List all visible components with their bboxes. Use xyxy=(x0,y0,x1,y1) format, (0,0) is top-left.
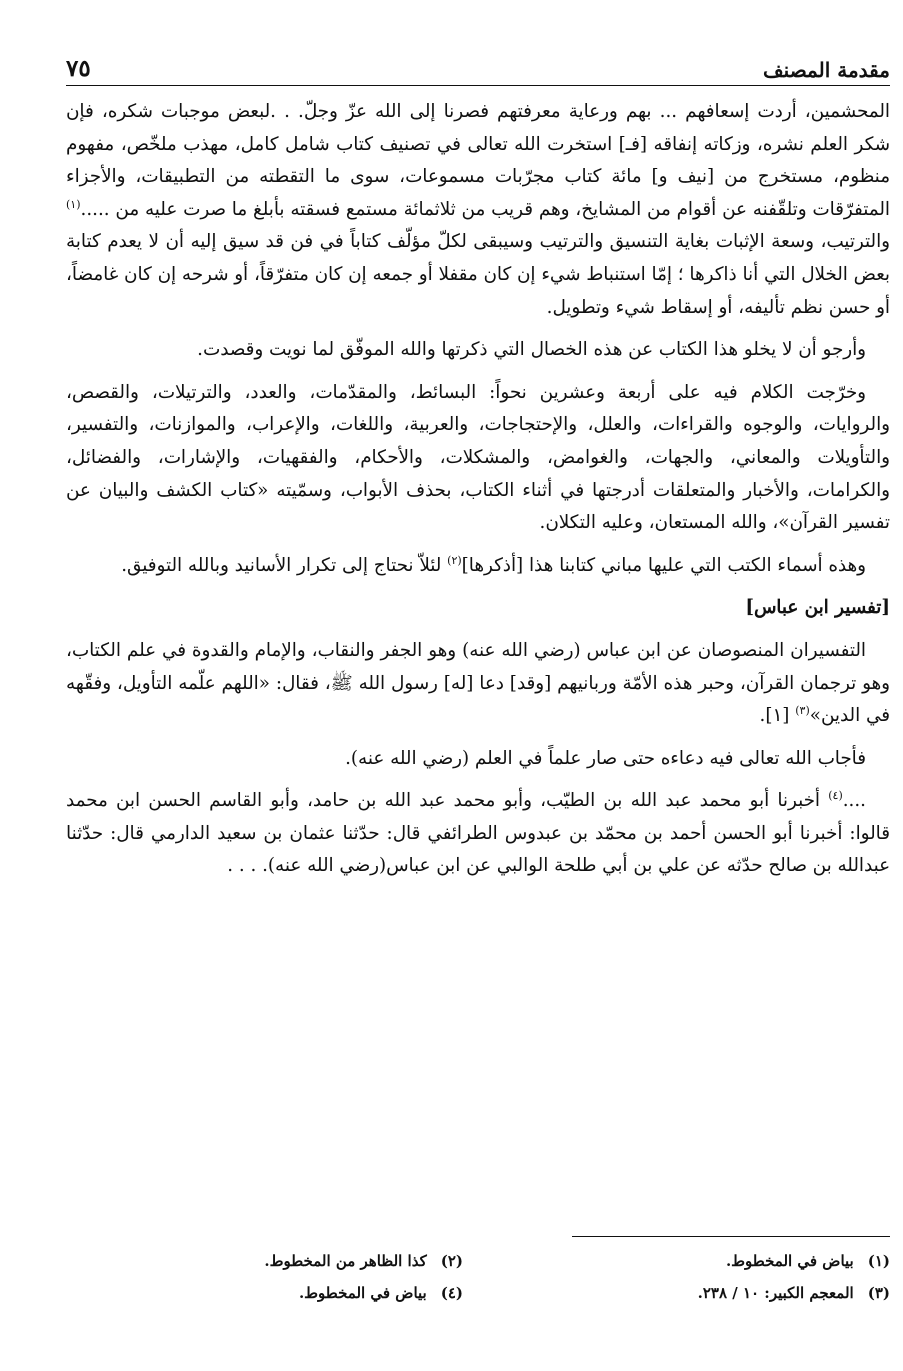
footnote xyxy=(493,1250,890,1272)
paragraph-text: وأرجو أن لا يخلو هذا الكتاب عن هذه الخصال التي ذكرتها والله الموفّق لما نويت وقصدت. xyxy=(197,339,866,361)
footnote-text: بياض في المخطوط. xyxy=(298,1284,427,1302)
paragraph xyxy=(66,743,890,776)
paragraph xyxy=(66,96,890,324)
book-page xyxy=(66,50,890,1340)
footnote-ref: (٢) xyxy=(447,553,462,567)
paragraph xyxy=(66,785,890,883)
paragraph-text: فأجاب الله تعالى فيه دعاءه حتى صار علماً في العلم (رضي الله عنه). xyxy=(345,747,866,769)
footnote xyxy=(66,1250,463,1272)
footnote-text: المعجم الكبير: ١٠ / ٢٣٨. xyxy=(697,1284,854,1302)
paragraph-text: التفسيران المنصوصان عن ابن عباس (رضي الله عنه) وهو الجفر والنقاب، والإمام والقدوة في علم الكتاب، وهو ترجمان القرآن، وحبر هذه الأمّة وربانيهم [وقد] دعا [له] رسول الله ﷺ، فقال: «اللهم علّمه التأويل، وفقّهه في الدين» xyxy=(66,639,890,727)
footnote-text: كذا الظاهر من المخطوط. xyxy=(264,1252,427,1270)
paragraph xyxy=(66,377,890,540)
footnote-text: بياض في المخطوط. xyxy=(725,1252,854,1270)
page-header xyxy=(66,50,890,86)
footnote-number: (٤) xyxy=(440,1284,463,1302)
footnote-separator xyxy=(572,1236,890,1237)
footnote-ref: (٣) xyxy=(795,704,810,717)
footnote xyxy=(493,1282,890,1304)
paragraph-text: وهذه أسماء الكتب التي عليها مباني كتابنا هذا [أذكرها] xyxy=(461,554,866,576)
footnotes xyxy=(66,1250,890,1304)
footnote-number: (١) xyxy=(867,1252,890,1270)
paragraph xyxy=(66,334,890,367)
paragraph-text: [١]. xyxy=(759,705,796,727)
running-title: مقدمة المصنف xyxy=(762,58,890,82)
paragraph-text: أخبرنا أبو محمد عبد الله بن الطيّب، وأبو محمد عبد الله بن حامد، وأبو القاسم الحسن ابن محمد قالوا: أخبرنا أبو الحسن أحمد بن محمّد بن عبدوس الطرائفي قال: حدّثنا عثمان بن سعيد الدارمي قال: حدّثنا عبدالله بن صالح حدّثه عن علي بن أبي طلحة الوالبي عن ابن عباس(رضي الله عنه). . . . xyxy=(66,790,890,877)
footnote-ref: (٤) xyxy=(828,789,843,803)
footnote-number: (٢) xyxy=(440,1252,463,1270)
paragraph xyxy=(66,550,890,583)
footnote-number: (٣) xyxy=(867,1284,890,1302)
footnote-ref: (١) xyxy=(66,197,81,211)
body-text xyxy=(66,96,890,883)
paragraph-text: والترتيب، وسعة الإثبات بغاية التنسيق والترتيب وسيبقى لكلّ مؤلّف كتاباً في فن قد سيق إليه أن لا يعدم كتابة بعض الخلال التي أنا ذاكرها ؛ إمّا استنباط شيء إن كان مقفلا أو جمعه إن كان متفرّقاً، أو شرحه إن كان غامضاً، أو حسن نظم تأليفه، أو إسقاط شيء وتطويل. xyxy=(66,231,890,318)
section-heading: [تفسير ابن عباس] xyxy=(745,597,890,619)
paragraph-text: وخرّجت الكلام فيه على أربعة وعشرين نحواً: البسائط، والمقدّمات، والعدد، والترتيلات، والقصص، والروايات، والوجوه والقراءات، والعلل، والإحتجاجات، والعربية، واللغات، والإعراب، والموازنات، والتفسير، والتأويلات والمعاني، والجهات، والغوامض، والمشكلات، والأحكام، والفقهيات، والإشارات، والفضائل، والكرامات، والأخبار والمتعلقات أدرجتها في أثناء الكتاب، بحذف الأبواب، وسمّيته «كتاب الكشف والبيان عن تفسير القرآن»، والله المستعان، وعليه التكلان. xyxy=(66,381,890,534)
paragraph-text: لئلاّ نحتاج إلى تكرار الأسانيد وبالله التوفيق. xyxy=(121,554,448,576)
paragraph-text: المحشمين، أردت إسعافهم ... بهم ورعاية معرفتهم فصرنا إلى الله عزّ وجلّ. . .لبعض موجبات شكره، فإن شكر العلم نشره، وزكاته إنفاقه [فـ] استخرت الله تعالى في تصنيف كتاب شامل كامل، مهذب ملخّص، مفهوم منظوم، مستخرج من [نيف و] مائة كتاب مجرّبات مسموعات، سوى ما التقطته من التطبيقات، والأجزاء المتفرّقات وتلقّفنه عن أقوام من المشايخ، وهم قريب من ثلاثمائة مستمع فسقته بأبلغ ما صرت عليه من ..... xyxy=(66,101,890,220)
paragraph xyxy=(66,635,890,733)
paragraph-text: .... xyxy=(842,790,866,812)
footnote xyxy=(66,1282,463,1304)
page-number: ٧٥ xyxy=(66,55,91,82)
